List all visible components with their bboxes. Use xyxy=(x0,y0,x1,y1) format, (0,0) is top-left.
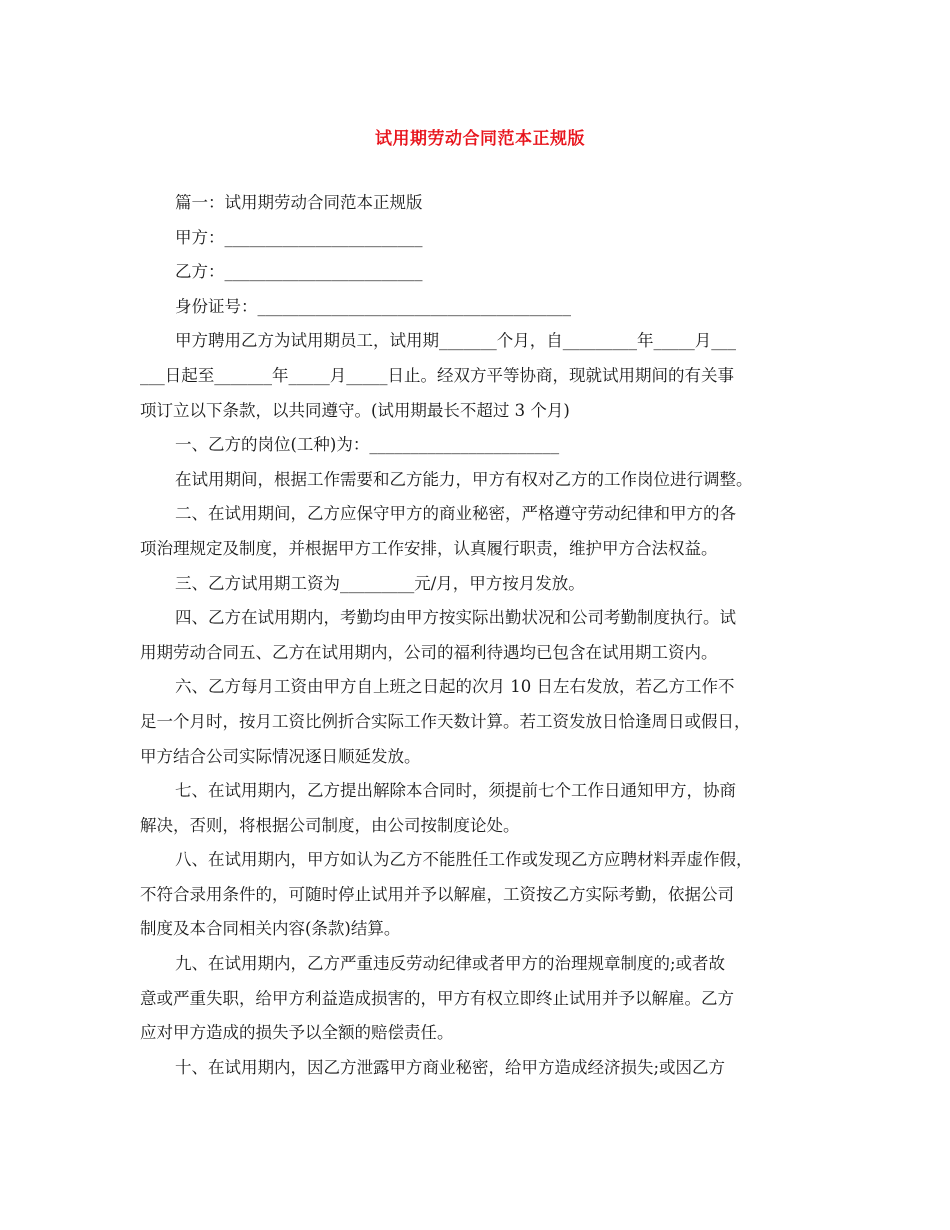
document-line: 制度及本合同相关内容(条款)结算。 xyxy=(140,919,401,939)
document-line: 解决，否则，将根据公司制度，由公司按制度论处。 xyxy=(140,815,520,835)
document-line: 不符合录用条件的，可随时停止试用并予以解雇，工资按乙方实际考勤，依据公司 xyxy=(140,884,734,904)
document-line: 应对甲方造成的损失予以全额的赔偿责任。 xyxy=(140,1023,454,1043)
document-line: 甲方结合公司实际情况逐日顺延发放。 xyxy=(140,746,421,766)
document-line: 乙方：________________________ xyxy=(175,262,423,282)
document-line: 十、在试用期内，因乙方泄露甲方商业秘密，给甲方造成经济损失;或因乙方 xyxy=(175,1057,726,1077)
document-line: 足一个月时，按月工资比例折合实际工作天数计算。若工资发放日恰逢周日或假日， xyxy=(140,711,751,731)
document-line: 四、乙方在试用期内，考勤均由甲方按实际出勤状况和公司考勤制度执行。试 xyxy=(175,608,736,628)
document-body xyxy=(140,186,820,1085)
document-line: 六、乙方每月工资由甲方自上班之日起的次月 10 日左右发放，若乙方工作不 xyxy=(175,677,735,697)
document-line: 甲方聘用乙方为试用期员工，试用期_______个月，自_________年_____月___ xyxy=(175,331,736,351)
document-line: 八、在试用期内，甲方如认为乙方不能胜任工作或发现乙方应聘材料弄虚作假， xyxy=(175,850,753,870)
document-line: 二、在试用期间，乙方应保守甲方的商业秘密，严格遵守劳动纪律和甲方的各 xyxy=(175,504,736,524)
document-line: 身份证号：______________________________________ xyxy=(175,296,571,316)
document-line: 七、在试用期内，乙方提出解除本合同时，须提前七个工作日通知甲方，协商 xyxy=(175,781,736,801)
document-line: 用期劳动合同五、乙方在试用期内，公司的福利待遇均已包含在试用期工资内。 xyxy=(140,642,718,662)
document-page xyxy=(140,0,820,1230)
document-line: 在试用期间，根据工作需要和乙方能力，甲方有权对乙方的工作岗位进行调整。 xyxy=(175,469,753,489)
document-line: 篇一：试用期劳动合同范本正规版 xyxy=(175,193,423,212)
document-line: 甲方：________________________ xyxy=(175,227,423,247)
document-line: 三、乙方试用期工资为_________元/月，甲方按月发放。 xyxy=(175,573,585,593)
document-line: 项订立以下条款，以共同遵守。(试用期最长不超过 3 个月) xyxy=(140,400,570,420)
document-title: 试用期劳动合同范本正规版 xyxy=(375,129,585,149)
document-line: ___日起至_______年_____月_____日止。经双方平等协商，现就试用期间的有关事 xyxy=(140,365,734,385)
document-line: 项治理规定及制度，并根据甲方工作安排，认真履行职责，维护甲方合法权益。 xyxy=(140,538,718,558)
document-line: 九、在试用期内，乙方严重违反劳动纪律或者甲方的治理规章制度的;或者故 xyxy=(175,954,726,974)
document-line: 意或严重失职，给甲方利益造成损害的，甲方有权立即终止试用并予以解雇。乙方 xyxy=(140,988,734,1008)
document-line: 一、乙方的岗位(工种)为：_______________________ xyxy=(175,435,560,455)
